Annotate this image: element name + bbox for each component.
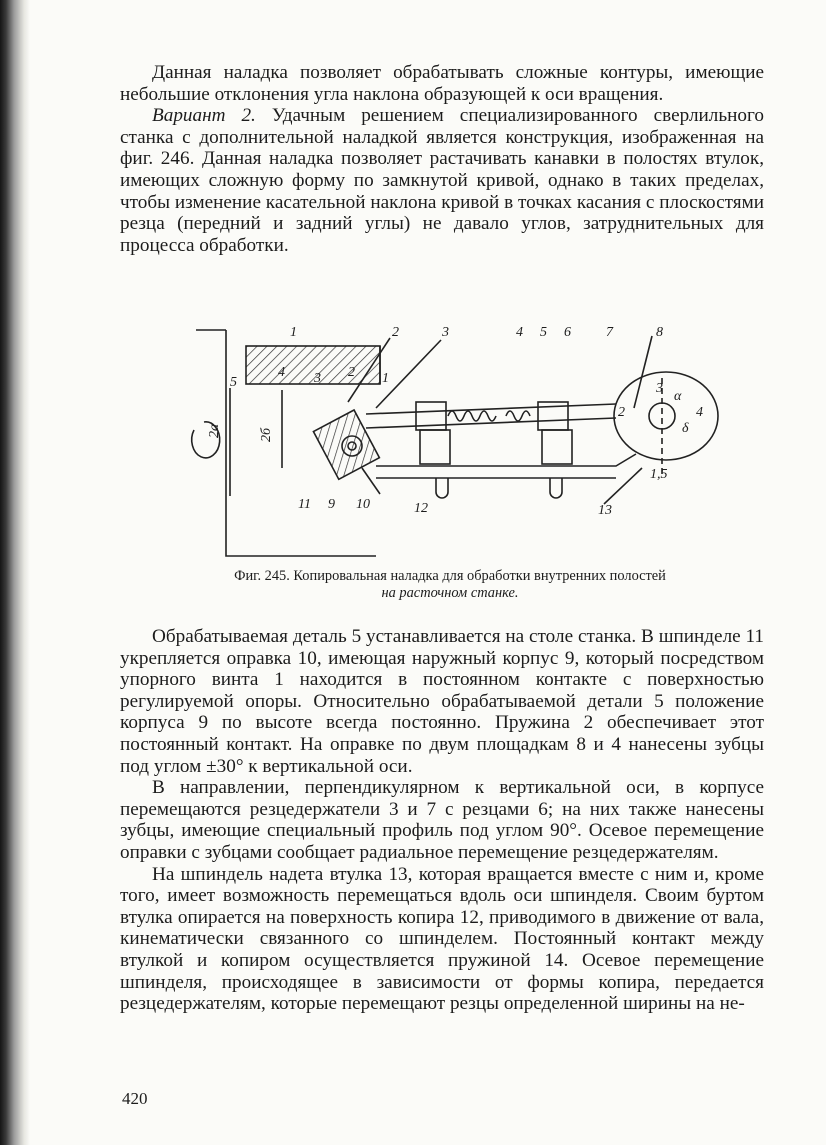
paragraph-intro: Данная наладка позволяет обрабатывать сложные контуры, имеющие небольшие отклонения угла наклона образующей к оси вращения. [120,62,764,105]
fig-label: α [674,389,682,404]
fig-label: 1 [290,325,297,340]
fig-label: 4 [278,365,285,380]
fig-label: 11 [298,497,311,512]
variant-label: Вариант 2. [152,105,256,127]
fig-label: 2а [207,424,222,438]
fig-label: 2б [259,427,274,442]
fig-label: δ [682,421,689,436]
fig-label: 3 [442,325,449,340]
fig-label: 3 [656,381,663,396]
fig-label: 2 [618,405,625,420]
page-number: 420 [122,1089,148,1108]
figure-245-drawing [166,318,736,568]
fig-label: 9 [328,497,335,512]
fig-label: 1 [382,371,389,386]
figure-caption [150,568,750,602]
fig-label: 1,5 [650,467,668,482]
fig-label: 10 [356,497,370,512]
fig-label: 4 [516,325,523,340]
caption-line-1: Фиг. 245. Копировальная наладка для обработки внутренних полостей [234,568,666,584]
fig-label: 4 [696,405,703,420]
variant-body: Удачным решением специализированного сверлильного станка с дополнительной наладкой является конструкция, изображенная на фиг. 246. Данная наладка позволяет растачивать канавки в полостях втулок, имеющих сложную форму по замкнутой кривой, однако в таких пределах, чтобы изменение касательной наклона кривой в точках касания с плоскостями резца (передний и задний углы) не давало углов, затруднительных для процесса обработки. [120,105,764,256]
fig-label: 8 [656,325,663,340]
caption-line-2: на расточном станке. [381,585,519,601]
fig-label: 5 [230,375,237,390]
text-block-top [120,62,764,256]
fig-label: 7 [606,325,613,340]
paragraph-workpiece: Обрабатываемая деталь 5 устанавливается на столе станка. В шпинделе 11 укрепляется оправка 10, имеющая наружный корпус 9, который посредством упорного винта 1 находится в постоянном контакте с поверхностью регулируемой опоры. Относительно обрабатываемой детали 5 положение корпуса 9 по высоте всегда постоянно. Пружина 2 обеспечивает этот постоянный контакт. На оправке по двум площадкам 8 и 4 нанесены зубцы под углом ±30° к вертикальной оси. [120,626,764,777]
book-spine-shadow [0,0,30,1145]
fig-label: 13 [598,503,612,518]
paragraph-spindle-sleeve: На шпиндель надета втулка 13, которая вращается вместе с ним и, кроме того, имеет возможность перемещаться вдоль оси шпинделя. Своим буртом втулка опирается на поверхность копира 12, приводимого в движение от вала, кинематически связанного со шпинделем. Постоянный контакт между втулкой и копиром осуществляется пружиной 14. Осевое перемещение шпинделя, происходящее в зависимости от формы копира, передается резцедержателям, которые перемещают резцы определенной ширины на не- [120,863,764,1015]
paragraph-toolholders: В направлении, перпендикулярном к вертикальной оси, в корпусе перемещаются резцедержатели 3 и 7 с резцами 6; на них также нанесены зубцы, имеющие специальный профиль под углом 90°. Осевое перемещение оправки с зубцами сообщает радиальное перемещение резцедержателям. [120,777,764,863]
text-block-bottom [120,626,764,1015]
fig-label: 3 [314,371,321,386]
paragraph-variant-2 [120,105,764,256]
fig-label: 6 [564,325,571,340]
fig-label: 2 [392,325,399,340]
fig-label: 5 [540,325,547,340]
fig-label: 12 [414,501,428,516]
fig-label: 2 [348,365,355,380]
